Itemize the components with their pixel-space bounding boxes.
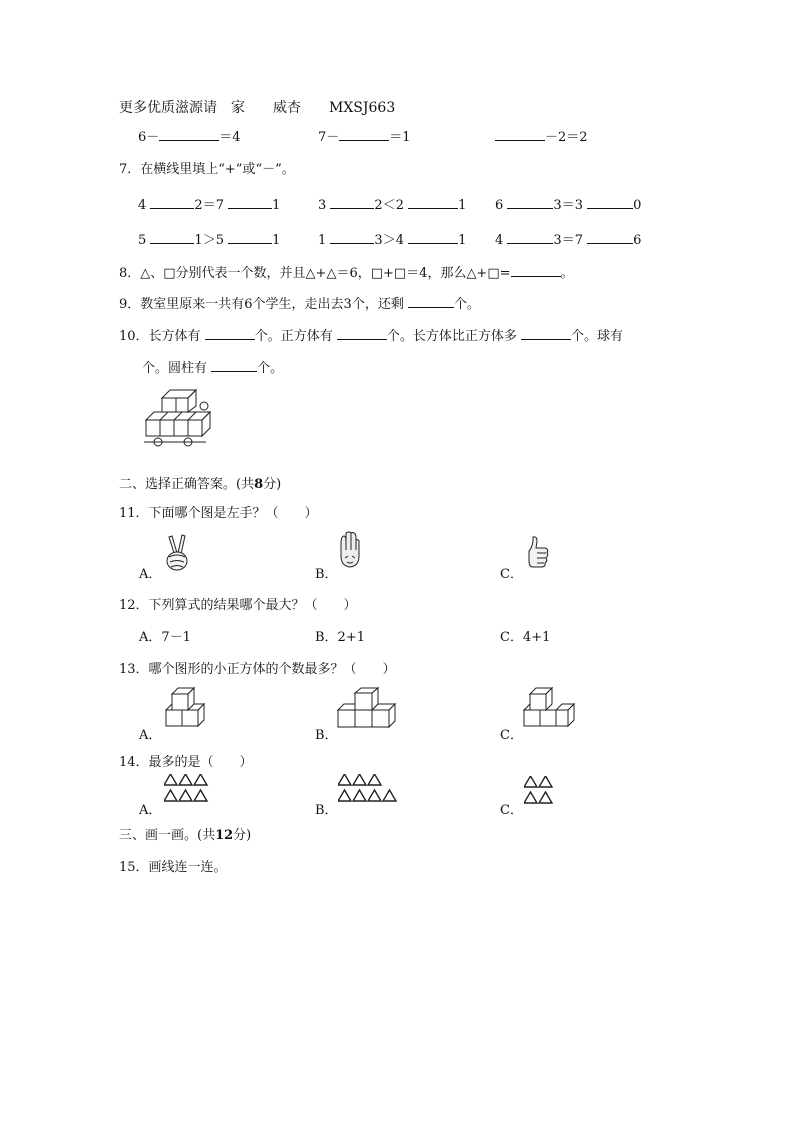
triangle-shape [194,790,207,801]
answer-blank[interactable] [339,128,389,141]
triangle-shape [179,774,192,785]
answer-blank[interactable] [521,327,571,340]
triangle-shape [353,790,366,801]
cube-stack-b-figure [336,688,400,732]
q13-title: 13．哪个图形的小正方体的个数最多？（ ） [119,662,396,677]
answer-blank[interactable] [228,196,272,209]
answer-blank[interactable] [408,231,458,244]
cube-stack-c-figure [522,686,578,732]
answer-blank[interactable] [150,196,194,209]
triangle-shape [194,774,207,785]
q6-item-2: 7－ ＝1 [318,130,411,145]
victory-hand-icon [163,533,191,573]
q10-block-figure [140,384,220,452]
q7-row1-item3: 6 3＝3 0 [495,198,642,213]
answer-blank[interactable] [587,196,633,209]
answer-blank[interactable] [408,295,454,308]
triangle-group-c [524,776,554,812]
cube-stack-a-figure [162,686,218,732]
q11-option-c[interactable]: C． [500,567,523,582]
q12-title: 12．下列算式的结果哪个最大？（ ） [119,598,357,613]
q12-option-a[interactable]: A．7－1 [139,630,191,645]
triangle-shape [179,790,192,801]
q13-option-a[interactable]: A． [139,728,162,743]
triangle-shape [353,774,366,785]
q11-title: 11．下面哪个图是左手？（ ） [119,506,318,521]
q13-option-b[interactable]: B． [315,728,338,743]
open-palm-icon [338,532,362,570]
triangle-shape [539,776,552,787]
q7-row2-item1: 5 1＞5 1 [138,233,281,248]
triangle-group-b [338,774,398,810]
answer-blank[interactable] [330,231,374,244]
q10-line2: 个。圆柱有 个。 [142,361,284,376]
q11-option-b[interactable]: B． [315,567,338,582]
triangle-shape [368,774,381,785]
section-2-title: 二、选择正确答案。(共8分) [119,477,282,492]
triangle-shape [383,790,396,801]
triangle-shape [338,790,351,801]
answer-blank[interactable] [495,128,545,141]
answer-blank[interactable] [408,196,458,209]
q7-title: 7．在横线里填上“+”或“－”。 [119,162,295,177]
triangle-shape [164,790,177,801]
q7-row1-item1: 4 2＝7 1 [138,198,281,213]
answer-blank[interactable] [507,231,553,244]
q8-question: 8．△、□分别代表一个数，并且△+△＝6，□+□＝4，那么△+□= 。 [119,266,574,281]
answer-blank[interactable] [330,196,374,209]
q6-item-3: －2＝2 [495,126,588,145]
answer-blank[interactable] [150,231,194,244]
q7-row2-item3: 4 3＝7 6 [495,233,642,248]
thumbs-up-icon [523,535,551,571]
q6-item-1: 6－ ＝4 [138,130,241,145]
q15-title: 15．画线连一连。 [119,860,227,875]
answer-blank[interactable] [228,231,272,244]
answer-blank[interactable] [587,231,633,244]
triangle-shape [524,776,537,787]
answer-blank[interactable] [507,196,553,209]
triangle-shape [338,774,351,785]
q14-option-c[interactable]: C． [500,803,523,818]
q7-row1-item2: 3 2＜2 1 [318,198,467,213]
q11-option-a[interactable]: A． [139,567,162,582]
q7-row2-item2: 1 3＞4 1 [318,233,467,248]
q14-title: 14．最多的是（ ） [119,755,253,770]
q10-line1: 10．长方体有 个。正方体有 个。长方体比正方体多 个。球有 [119,329,624,344]
answer-blank[interactable] [337,327,387,340]
triangle-shape [164,774,177,785]
answer-blank[interactable] [211,359,257,372]
q9-question: 9．教室里原来一共有6个学生，走出去3个，还剩 个。 [119,297,480,312]
section-3-title: 三、画一画。(共12分) [119,828,252,843]
triangle-set [338,774,398,806]
q14-option-a[interactable]: A． [139,803,162,818]
q13-option-c[interactable]: C． [500,728,523,743]
q12-option-b[interactable]: B．2+1 [315,630,365,645]
page-header: 更多优质滋源请 家 威杏 MXSJ663 [119,100,396,116]
triangle-set [164,774,209,806]
answer-blank[interactable] [159,128,219,141]
answer-blank[interactable] [511,264,561,277]
q14-option-b[interactable]: B． [315,803,338,818]
answer-blank[interactable] [205,327,255,340]
triangle-shape [368,790,381,801]
triangle-shape [524,792,537,803]
triangle-set [524,776,554,808]
triangle-group-a [164,774,209,810]
triangle-shape [539,792,552,803]
q12-option-c[interactable]: C．4+1 [500,630,551,645]
